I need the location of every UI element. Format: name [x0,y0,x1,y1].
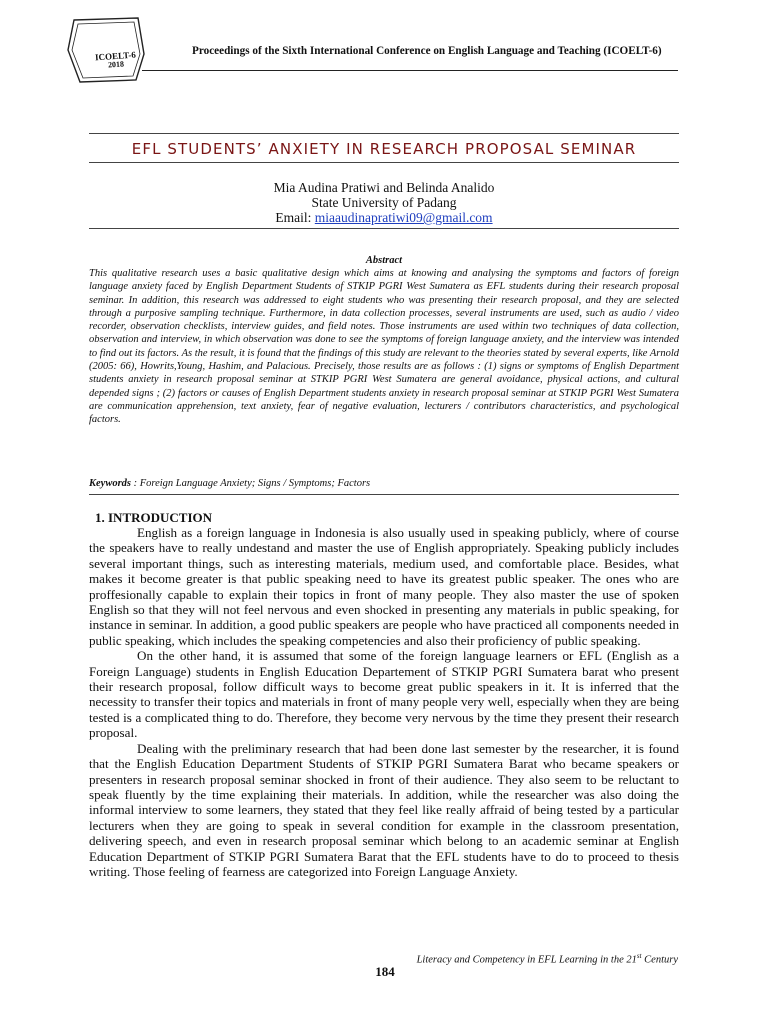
abstract-bottom-rule [89,494,679,495]
paper-title: EFL STUDENTS’ ANXIETY IN RESEARCH PROPOSAL SEMINAR [131,140,637,158]
logo-year: 2018 [107,59,125,70]
footer-superscript: st [636,952,642,960]
header-rule [142,70,678,71]
keywords-text: : Foreign Language Anxiety; Signs / Symptoms; Factors [131,478,371,489]
logo-text: ICOELT-6 [94,49,137,63]
abstract-text: This qualitative research uses a basic qualitative design which aims at knowing and analysing the symptoms and factors of foreign language anxiety faced by English Department Students of STKIP PGRI West Sumatera as EFL students during their research proposal seminar. In addition, this research was addressed to eight students who was presenting their research proposal, and they are selected through a purposive sampling technique. Furthermore, in data collection processes, several instruments are used, such as audio / video recorder, observation checklists, interview guides, and field notes. Those instruments are used within two techniques of data collection, observation and interview, in which observation was done to see the symptoms of foreign language anxiety, and the interview was intended to find out its factors. As the result, it is found that the findings of this study are relevant to the theories stated by several experts, like Arnold (2005: 66), Howrits,Young, Hashim, and Palacious. Precisely, those results are as follows : (1) signs or symptoms of English Department students anxiety in research proposal seminar at STKIP PGRI West Sumatera are general avoidance, physical actions, and cultural depended signs ; (2) factors or causes of English Department students anxiety in research proposal seminar at STKIP PGRI West Sumatera are communication apprehension, text anxiety, fear of negative evaluation, lecturers / contributors characteristics, and psychological factors. [89,268,679,426]
footer-title-end: Century [641,954,678,966]
body-paragraph: English as a foreign language in Indonesia is also usually used in speaking publicly, where of course the speakers have to really undestand and master the use of English appropriately. Speaking publicly includes several important things, such as interesting materials, medium used, and comfortable place. Besides, what makes it become greater is that public speaking need to have its greatest public speaker. The ones who are proffesionally capable to explain their topics in front of many people. They also master the use of spoken English so that they will not feel nervous and even shocked in presenting any materials in public speaking, for instance in seminar. In addition, a good public speakers are people who have practiced all components needed in public speaking, which includes the speaking competencies and also their proficiency of public speaking. [89,525,679,648]
body-paragraph: Dealing with the preliminary research that had been done last semester by the researcher, it is found that the English Education Department Students of STKIP PGRI Sumatera Barat who became speakers or presenters in research proposal seminar shocked in front of their audience. They also seem to be reluctant to speak fluently by the time explaining their materials. In addition, while the researcher was also doing the informal interview to some learners, they stated that they feel like really affraid of being tested by a particular lecturers when they are going to speak in several condition for example in the classroom presentation, delivering speech, and even in research proposal seminar which belong to an academic seminar at English Education Department of STKIP PGRI Sumatera Barat that the EFL students have to do to proceed to thesis writing. Those feeling of fearness are categorized into Foreign Language Anxiety. [89,740,679,879]
email-link[interactable]: miaaudinapratiwi09@gmail.com [314,210,493,225]
title-top-rule [89,133,679,134]
section-heading-introduction: 1. INTRODUCTION [95,510,213,525]
proceedings-header: Proceedings of the Sixth International Conference on English Language and Teaching (ICOELT-6) [192,45,662,57]
email-label: Email: [275,210,315,225]
email-line [89,210,679,226]
introduction-body [89,525,679,879]
keywords-line [89,478,679,489]
footer-title: Literacy and Competency in EFL Learning in the 21 [416,954,637,966]
abstract-heading: Abstract [365,255,403,266]
keywords-label: Keywords [89,478,131,489]
paper-affiliation: State University of Padang [311,195,457,210]
page-number: 184 [375,964,395,979]
abstract-top-rule [89,228,679,229]
body-paragraph: On the other hand, it is assumed that some of the foreign language learners or EFL (English as a Foreign Language) students in English Education Departement of STKIP PGRI Sumatera barat who present their research proposal, follow difficult ways to become great public speakers in it. It is inferred that the necessity to transfer their topics and materials in front of many people very well, especially when they are being tested is a complicated thing to do. Therefore, they become very nervous by the time they present their research proposal. [89,648,679,741]
title-bottom-rule [89,162,679,163]
paper-authors: Mia Audina Pratiwi and Belinda Analido [273,180,495,195]
